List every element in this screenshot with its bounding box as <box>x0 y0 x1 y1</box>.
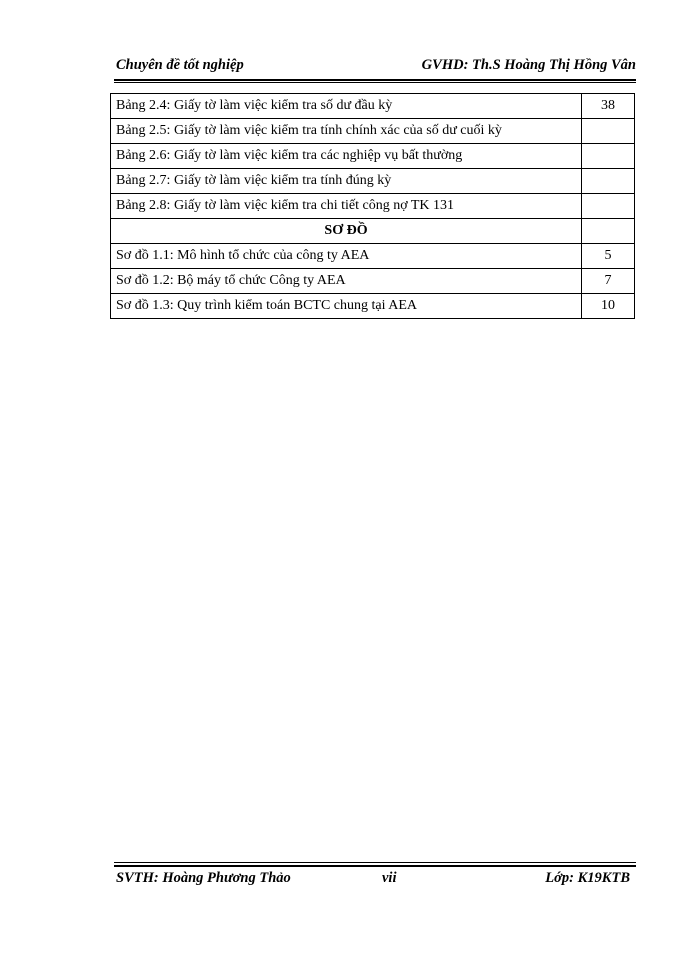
table-section-row <box>111 219 635 244</box>
table-row <box>111 94 635 119</box>
toc-entry-title: Bảng 2.6: Giấy tờ làm việc kiểm tra các nghiệp vụ bất thường <box>111 144 582 169</box>
toc-entry-page: 5 <box>582 244 635 269</box>
table-row <box>111 144 635 169</box>
header-supervisor: GVHD: Th.S Hoàng Thị Hồng Vân <box>421 57 636 73</box>
footer-class: Lớp: K19KTB <box>545 870 630 886</box>
toc-entry-page <box>582 194 635 219</box>
header-document-type: Chuyên đề tốt nghiệp <box>116 57 244 73</box>
toc-entry-title: Bảng 2.5: Giấy tờ làm việc kiểm tra tính chính xác của số dư cuối kỳ <box>111 119 582 144</box>
toc-entry-page <box>582 119 635 144</box>
toc-entry-title: Sơ đồ 1.1: Mô hình tổ chức của công ty AEA <box>111 244 582 269</box>
footer-rule-thick <box>114 865 636 867</box>
page-footer <box>114 868 636 892</box>
toc-entry-page: 10 <box>582 294 635 319</box>
header-rule-thin <box>114 82 636 83</box>
toc-entry-page <box>582 144 635 169</box>
footer-page-number: vii <box>382 870 397 886</box>
toc-entry-page: 38 <box>582 94 635 119</box>
toc-entry-page: 7 <box>582 269 635 294</box>
toc-entry-title: Sơ đồ 1.3: Quy trình kiểm toán BCTC chung tại AEA <box>111 294 582 319</box>
table-of-contents <box>110 93 635 319</box>
header-rule-thick <box>114 79 636 81</box>
footer-student-name: SVTH: Hoàng Phương Thảo <box>116 870 291 886</box>
toc-entry-title: Bảng 2.8: Giấy tờ làm việc kiểm tra chi tiết công nợ TK 131 <box>111 194 582 219</box>
toc-entry-title: Bảng 2.4: Giấy tờ làm việc kiểm tra số dư đầu kỳ <box>111 94 582 119</box>
toc-entry-title: Bảng 2.7: Giấy tờ làm việc kiểm tra tính đúng kỳ <box>111 169 582 194</box>
table-row <box>111 244 635 269</box>
footer-rule-thin <box>114 862 636 863</box>
table-row <box>111 119 635 144</box>
toc-entry-title: Sơ đồ 1.2: Bộ máy tổ chức Công ty AEA <box>111 269 582 294</box>
table-row <box>111 269 635 294</box>
table-row <box>111 169 635 194</box>
page-header <box>114 54 636 78</box>
toc-section-heading: SƠ ĐỒ <box>111 219 582 244</box>
table-row <box>111 194 635 219</box>
table-row <box>111 294 635 319</box>
toc-entry-page <box>582 219 635 244</box>
toc-entry-page <box>582 169 635 194</box>
